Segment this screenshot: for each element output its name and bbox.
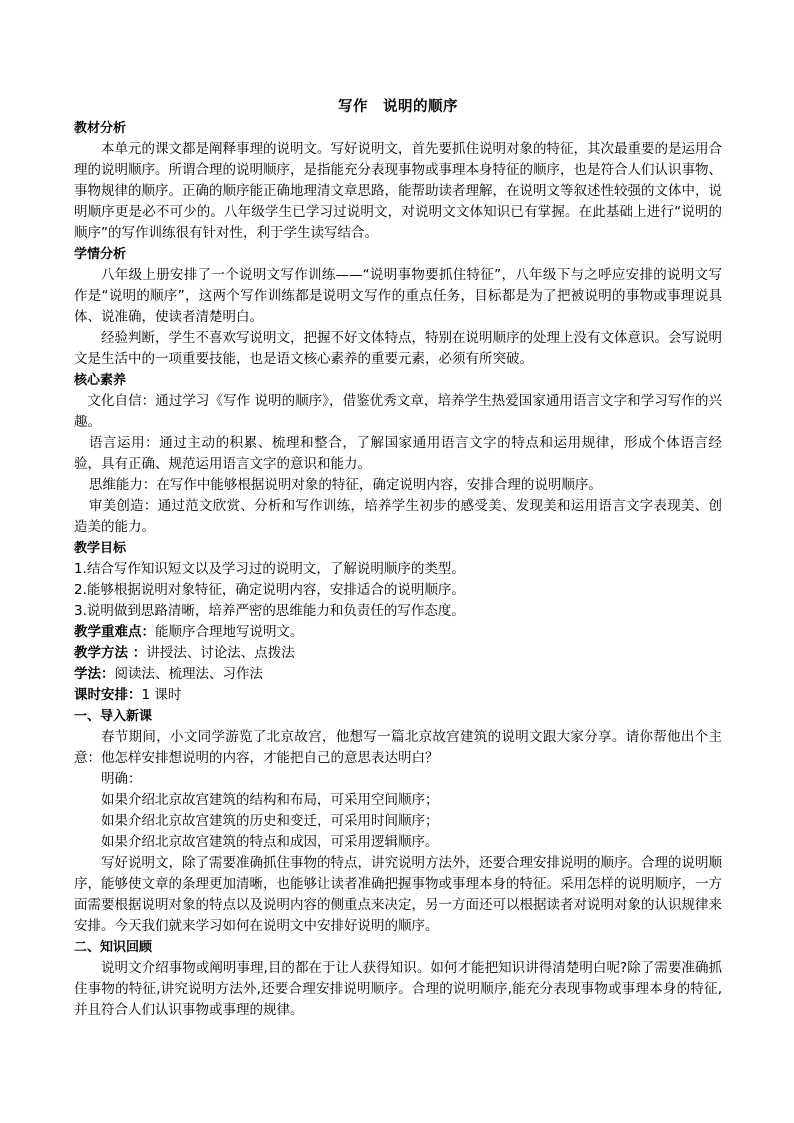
paragraph: 经验判断，学生不喜欢写说明文，把握不好文体特点，特别在说明顺序的处理上没有文体意识。会写说明文是生活中的一项重要技能，也是语文核心素养的重要元素，必须有所突破。 [74, 330, 722, 367]
clarify-label: 明确： [101, 771, 142, 787]
heading-textbook-analysis: 教材分析 [74, 121, 127, 136]
study-method-line [74, 664, 722, 685]
method-line [74, 643, 722, 664]
heading-core-literacy: 核心素养 [74, 373, 127, 388]
paragraph: 语言运用：通过主动的积累、梳理和整合，了解国家通用语言文字的特点和运用规律，形成个体语言经验，具有正确、规范运用语言文字的意识和能力。 [74, 435, 722, 472]
key-point-text: 能顺序合理地写说明文。 [155, 624, 304, 640]
page-title: 写作 说明的顺序 [338, 99, 458, 115]
list-item: 如果介绍北京故宫建筑的历史和变迁，可采用时间顺序； [101, 813, 439, 829]
paragraph: 思维能力：在写作中能够根据说明对象的特征，确定说明内容，安排合理的说明顺序。 [88, 477, 602, 493]
paragraph: 审美创造：通过范文欣赏、分析和写作训练，培养学生初步的感受美、发现美和运用语言文字表现美、创造美的能力。 [74, 498, 722, 535]
heading-student-analysis: 学情分析 [74, 247, 127, 262]
key-point-line [74, 622, 722, 643]
document-body [74, 97, 722, 1021]
paragraph: 写好说明文，除了需要准确抓住事物的特点，讲究说明方法外，还要合理安排说明的顺序。合理的说明顺序，能够使文章的条理更加清晰，也能够让读者准确把握事物或事理本身的特征。采用怎样的说明顺序，一方面需要根据说明对象的特点以及说明内容的侧重点来决定，另一方面还可以根据读者对说明对象的认识规律来安排。今天我们就来学习如何在说明文中安排好说明的顺序。 [74, 855, 722, 934]
list-item: 1.结合写作知识短文以及学习过的说明文，了解说明顺序的类型。 [74, 561, 465, 577]
list-item: 2.能够根据说明对象特征，确定说明内容，安排适合的说明顺序。 [74, 582, 465, 598]
hours-text: 1 课时 [141, 687, 182, 703]
paragraph: 说明文介绍事物或阐明事理,目的都在于让人获得知识。如何才能把知识讲得清楚明白呢?除了需要准确抓住事物的特征,讲究说明方法外,还要合理安排说明顺序。合理的说明顺序,能充分表现事物或事理本身的特征,并且符合人们认识事物或事理的规律。 [74, 960, 722, 1018]
heading-introduction: 一、导入新课 [74, 709, 153, 724]
list-item: 如果介绍北京故宫建筑的特点和成因，可采用逻辑顺序。 [101, 834, 439, 850]
paragraph: 春节期间，小文同学游览了北京故宫，他想写一篇北京故宫建筑的说明文跟大家分享。请你帮他出个主意：他怎样安排想说明的内容，才能把自己的意思表达明白？ [74, 729, 722, 766]
study-method-text: 阅读法、梳理法、习作法 [114, 666, 263, 682]
hours-line [74, 685, 722, 706]
method-label: 教学方法 ： [74, 645, 147, 661]
list-item: 3.说明做到思路清晰，培养严密的思维能力和负责任的写作态度。 [74, 603, 465, 619]
heading-teaching-goals: 教学目标 [74, 541, 127, 556]
study-method-label: 学法： [74, 666, 115, 682]
hours-label: 课时安排： [74, 687, 142, 703]
heading-knowledge-review: 二、知识回顾 [74, 940, 153, 955]
paragraph: 八年级上册安排了一个说明文写作训练——“说明事物要抓住特征”，八年级下与之呼应安排的说明文写作是“说明的顺序”，这两个写作训练都是说明文写作的重点任务，目标都是为了把被说明的事物或事理说具体、说准确，使读者清楚明白。 [74, 267, 722, 325]
key-point-label: 教学重难点： [74, 624, 155, 640]
paragraph: 文化自信：通过学习《写作 说明的顺序》，借鉴优秀文章，培养学生热爱国家通用语言文字和学习写作的兴趣。 [74, 393, 722, 430]
method-text: 讲授法、讨论法、点拨法 [146, 645, 295, 661]
paragraph: 本单元的课文都是阐释事理的说明文。写好说明文，首先要抓住说明对象的特征，其次最重要的是运用合理的说明顺序。所谓合理的说明顺序，是指能充分表现事物或事理本身特征的顺序，也是符合人们认识事物、事物规律的顺序。正确的顺序能正确地理清文章思路，能帮助读者理解，在说明文等叙述性较强的文体中，说明顺序更是必不可少的。八年级学生已学习过说明文，对说明文文体知识已有掌握。在此基础上进行“说明的顺序”的写作训练很有针对性，利于学生读写结合。 [74, 141, 722, 241]
list-item: 如果介绍北京故宫建筑的结构和布局，可采用空间顺序； [101, 792, 439, 808]
